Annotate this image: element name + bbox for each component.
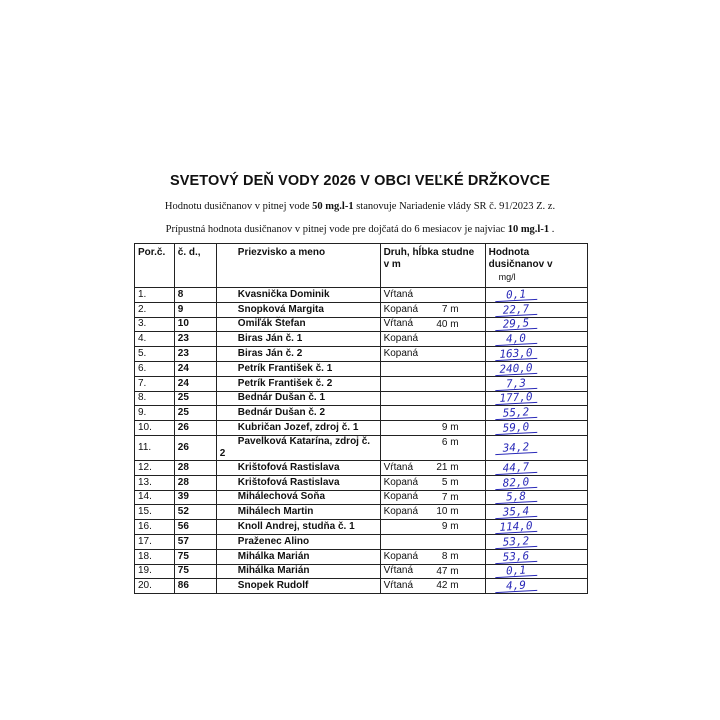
table-row [135,332,588,347]
cell-house-number: 75 [174,549,216,564]
cell-name [216,579,380,594]
handwritten-value: 0,1 [494,564,537,578]
cell-nitrate-value [485,376,587,391]
handwritten-value: 240,0 [494,362,537,376]
cell-house-number: 26 [174,435,216,460]
well-kind: Kopaná [383,348,419,360]
well-kind: Vŕtaná [383,461,414,473]
cell-order: 4. [135,332,175,347]
well-depth: 9 m [441,422,459,434]
handwritten-value: 35,4 [494,505,537,519]
cell-well-type [380,490,485,505]
cell-nitrate-value [485,347,587,362]
handwritten-value: 44,7 [494,461,537,475]
cell-name-text: Kubričan Jozef, zdroj č. 1 [237,422,359,434]
cell-name-text: Bednár Dušan č. 1 [237,392,326,404]
well-kind: Kopaná [383,550,419,562]
header-house-number: č. d., [174,244,216,288]
infant-limit-end: . [549,224,555,235]
limit-note-source: stanovuje Nariadenie vlády SR č. 91/2023 Z. z. [353,201,556,212]
well-depth: 8 m [441,550,459,562]
cell-house-number: 8 [174,288,216,303]
cell-well-type [380,391,485,406]
well-depth: 9 m [441,521,459,533]
table-row [135,505,588,520]
cell-nitrate-value [485,361,587,376]
cell-order: 18. [135,549,175,564]
cell-name-text: Knoll Andrej, studňa č. 1 [237,521,355,533]
cell-nitrate-value [485,288,587,303]
cell-name-text: Snopková Margita [237,303,324,315]
cell-house-number: 57 [174,534,216,549]
well-depth: 40 m [436,318,459,330]
cell-nitrate-value [485,421,587,436]
cell-order: 20. [135,579,175,594]
cell-well-type [380,520,485,535]
handwritten-value: 5,8 [494,490,537,504]
cell-name [216,490,380,505]
cell-name [216,520,380,535]
nitrate-results-table [134,243,588,594]
handwritten-value: 4,9 [494,579,537,593]
well-kind: Kopaná [383,506,419,518]
limit-note-text: Hodnotu dusičnanov v pitnej vode [164,201,313,212]
cell-name [216,332,380,347]
cell-well-type [380,288,485,303]
table-row [135,391,588,406]
cell-name-text: Mihálechová Soňa [237,491,326,503]
cell-nitrate-value [485,579,587,594]
cell-name-text: Praženec Alino [237,535,310,547]
limit-note-value: 50 mg.l-1 [312,201,354,212]
handwritten-value: 53,6 [494,550,537,564]
table-row [135,376,588,391]
table-row [135,421,588,436]
cell-well-type [380,475,485,490]
cell-house-number: 86 [174,579,216,594]
cell-well-type [380,347,485,362]
table-body [135,288,588,594]
header-name-label: Priezvisko a meno [237,247,326,258]
cell-nitrate-value [485,406,587,421]
cell-order: 2. [135,302,175,317]
infant-limit-note [0,224,720,235]
cell-name-text: Mihálka Marián [237,550,310,562]
header-name [216,244,380,288]
table-row [135,490,588,505]
cell-house-number: 24 [174,361,216,376]
table-row [135,475,588,490]
cell-name-text: Biras Ján č. 2 [237,348,303,360]
well-depth: 47 m [436,565,459,577]
cell-name-text: Kvasnička Dominik [237,288,330,300]
infant-limit-text: Prípustná hodnota dusičnanov v pitnej vode pre dojčatá do 6 mesiacov je najviac [165,224,508,235]
cell-name [216,347,380,362]
cell-name [216,391,380,406]
well-depth: 21 m [436,461,459,473]
well-depth: 42 m [436,580,459,592]
well-depth: 7 m [441,491,459,503]
cell-well-type [380,332,485,347]
cell-house-number: 24 [174,376,216,391]
cell-order: 10. [135,421,175,436]
cell-house-number: 26 [174,421,216,436]
table-row [135,520,588,535]
header-unit: mg/l [498,272,516,282]
table-row [135,579,588,594]
cell-house-number: 75 [174,564,216,579]
limit-note [0,201,720,212]
cell-name [216,376,380,391]
cell-house-number: 10 [174,317,216,332]
table-row [135,317,588,332]
cell-order: 14. [135,490,175,505]
cell-well-type [380,406,485,421]
cell-house-number: 25 [174,391,216,406]
cell-house-number: 52 [174,505,216,520]
handwritten-value: 55,2 [494,406,537,420]
cell-name [216,534,380,549]
handwritten-value: 177,0 [494,391,537,405]
handwritten-value: 53,2 [494,535,537,549]
cell-name [216,361,380,376]
cell-house-number: 25 [174,406,216,421]
cell-name-text: Omiľák Štefan [237,318,306,330]
handwritten-value: 59,0 [494,421,537,435]
cell-well-type [380,549,485,564]
cell-name-text: Petrík František č. 1 [237,362,333,374]
cell-name-text: Petrík František č. 2 [237,377,333,389]
cell-well-type [380,505,485,520]
cell-name-text: Pavelková Katarína, zdroj č. 2 [219,435,371,459]
cell-nitrate-value [485,460,587,475]
well-depth: 7 m [441,303,459,315]
cell-name [216,302,380,317]
cell-house-number: 28 [174,475,216,490]
cell-house-number: 39 [174,490,216,505]
cell-order: 3. [135,317,175,332]
well-kind: Kopaná [383,491,419,503]
cell-order: 11. [135,435,175,460]
cell-house-number: 56 [174,520,216,535]
cell-nitrate-value [485,549,587,564]
cell-nitrate-value [485,317,587,332]
cell-nitrate-value [485,534,587,549]
cell-name [216,288,380,303]
cell-name-text: Mihálka Marián [237,565,310,577]
cell-name-text: Bednár Dušan č. 2 [237,407,326,419]
table-row [135,302,588,317]
well-kind: Vŕtaná [383,318,414,330]
cell-order: 9. [135,406,175,421]
cell-order: 15. [135,505,175,520]
cell-well-type [380,579,485,594]
cell-order: 7. [135,376,175,391]
cell-name [216,317,380,332]
well-kind: Kopaná [383,333,419,345]
cell-name-text: Biras Ján č. 1 [237,333,303,345]
well-kind: Vŕtaná [383,288,414,300]
cell-name [216,505,380,520]
cell-order: 13. [135,475,175,490]
cell-name-text: Mihálech Martin [237,506,314,518]
cell-order: 12. [135,460,175,475]
cell-well-type [380,421,485,436]
cell-well-type [380,302,485,317]
handwritten-value: 34,2 [494,441,537,455]
cell-well-type [380,460,485,475]
table-row [135,460,588,475]
header-order: Por.č. [135,244,175,288]
cell-order: 1. [135,288,175,303]
cell-name [216,564,380,579]
cell-nitrate-value [485,391,587,406]
well-depth: 10 m [436,506,459,518]
well-kind: Vŕtaná [383,565,414,577]
handwritten-value: 29,5 [494,317,537,331]
cell-house-number: 23 [174,332,216,347]
cell-house-number: 23 [174,347,216,362]
document-title: SVETOVÝ DEŇ VODY 2026 V OBCI VEĽKÉ DRŽKOVCE [169,173,551,189]
infant-limit-value: 10 mg.l-1 [507,224,550,235]
handwritten-value: 0,1 [494,288,537,302]
handwritten-value: 22,7 [494,303,537,317]
cell-name [216,475,380,490]
cell-well-type [380,317,485,332]
cell-nitrate-value [485,435,587,460]
table-row [135,564,588,579]
cell-order: 8. [135,391,175,406]
cell-nitrate-value [485,564,587,579]
well-kind: Kopaná [383,303,419,315]
well-depth: 5 m [441,476,459,488]
handwritten-value: 114,0 [494,520,537,534]
cell-order: 19. [135,564,175,579]
table-row [135,361,588,376]
cell-nitrate-value [485,520,587,535]
header-well-type: Druh, hĺbka studne v m [380,244,485,288]
cell-order: 17. [135,534,175,549]
cell-nitrate-value [485,302,587,317]
cell-nitrate-value [485,332,587,347]
cell-name-text: Snopek Rudolf [237,580,309,592]
handwritten-value: 7,3 [494,377,537,391]
cell-order: 16. [135,520,175,535]
cell-nitrate-value [485,490,587,505]
table-row [135,347,588,362]
cell-name-text: Krištofová Rastislava [237,461,340,473]
cell-well-type [380,564,485,579]
table-row [135,435,588,460]
cell-house-number: 9 [174,302,216,317]
header-nitrate-value [485,244,587,288]
cell-name [216,421,380,436]
table-row [135,534,588,549]
cell-name [216,460,380,475]
cell-order: 6. [135,361,175,376]
handwritten-value: 82,0 [494,476,537,490]
handwritten-value: 4,0 [494,332,537,346]
table-row [135,406,588,421]
handwritten-value: 163,0 [494,347,537,361]
cell-well-type [380,534,485,549]
table-row [135,549,588,564]
cell-name [216,406,380,421]
header-value-label: Hodnota dusičnanov v [488,247,553,270]
cell-well-type [380,435,485,460]
cell-name [216,549,380,564]
cell-house-number: 28 [174,460,216,475]
cell-well-type [380,376,485,391]
table-row [135,288,588,303]
cell-order: 5. [135,347,175,362]
well-depth: 6 m [441,436,459,448]
well-kind: Vŕtaná [383,580,414,592]
table-header-row [135,244,588,288]
well-kind: Kopaná [383,476,419,488]
cell-name [216,435,380,460]
cell-name-text: Krištofová Rastislava [237,476,340,488]
cell-nitrate-value [485,475,587,490]
cell-nitrate-value [485,505,587,520]
cell-well-type [380,361,485,376]
